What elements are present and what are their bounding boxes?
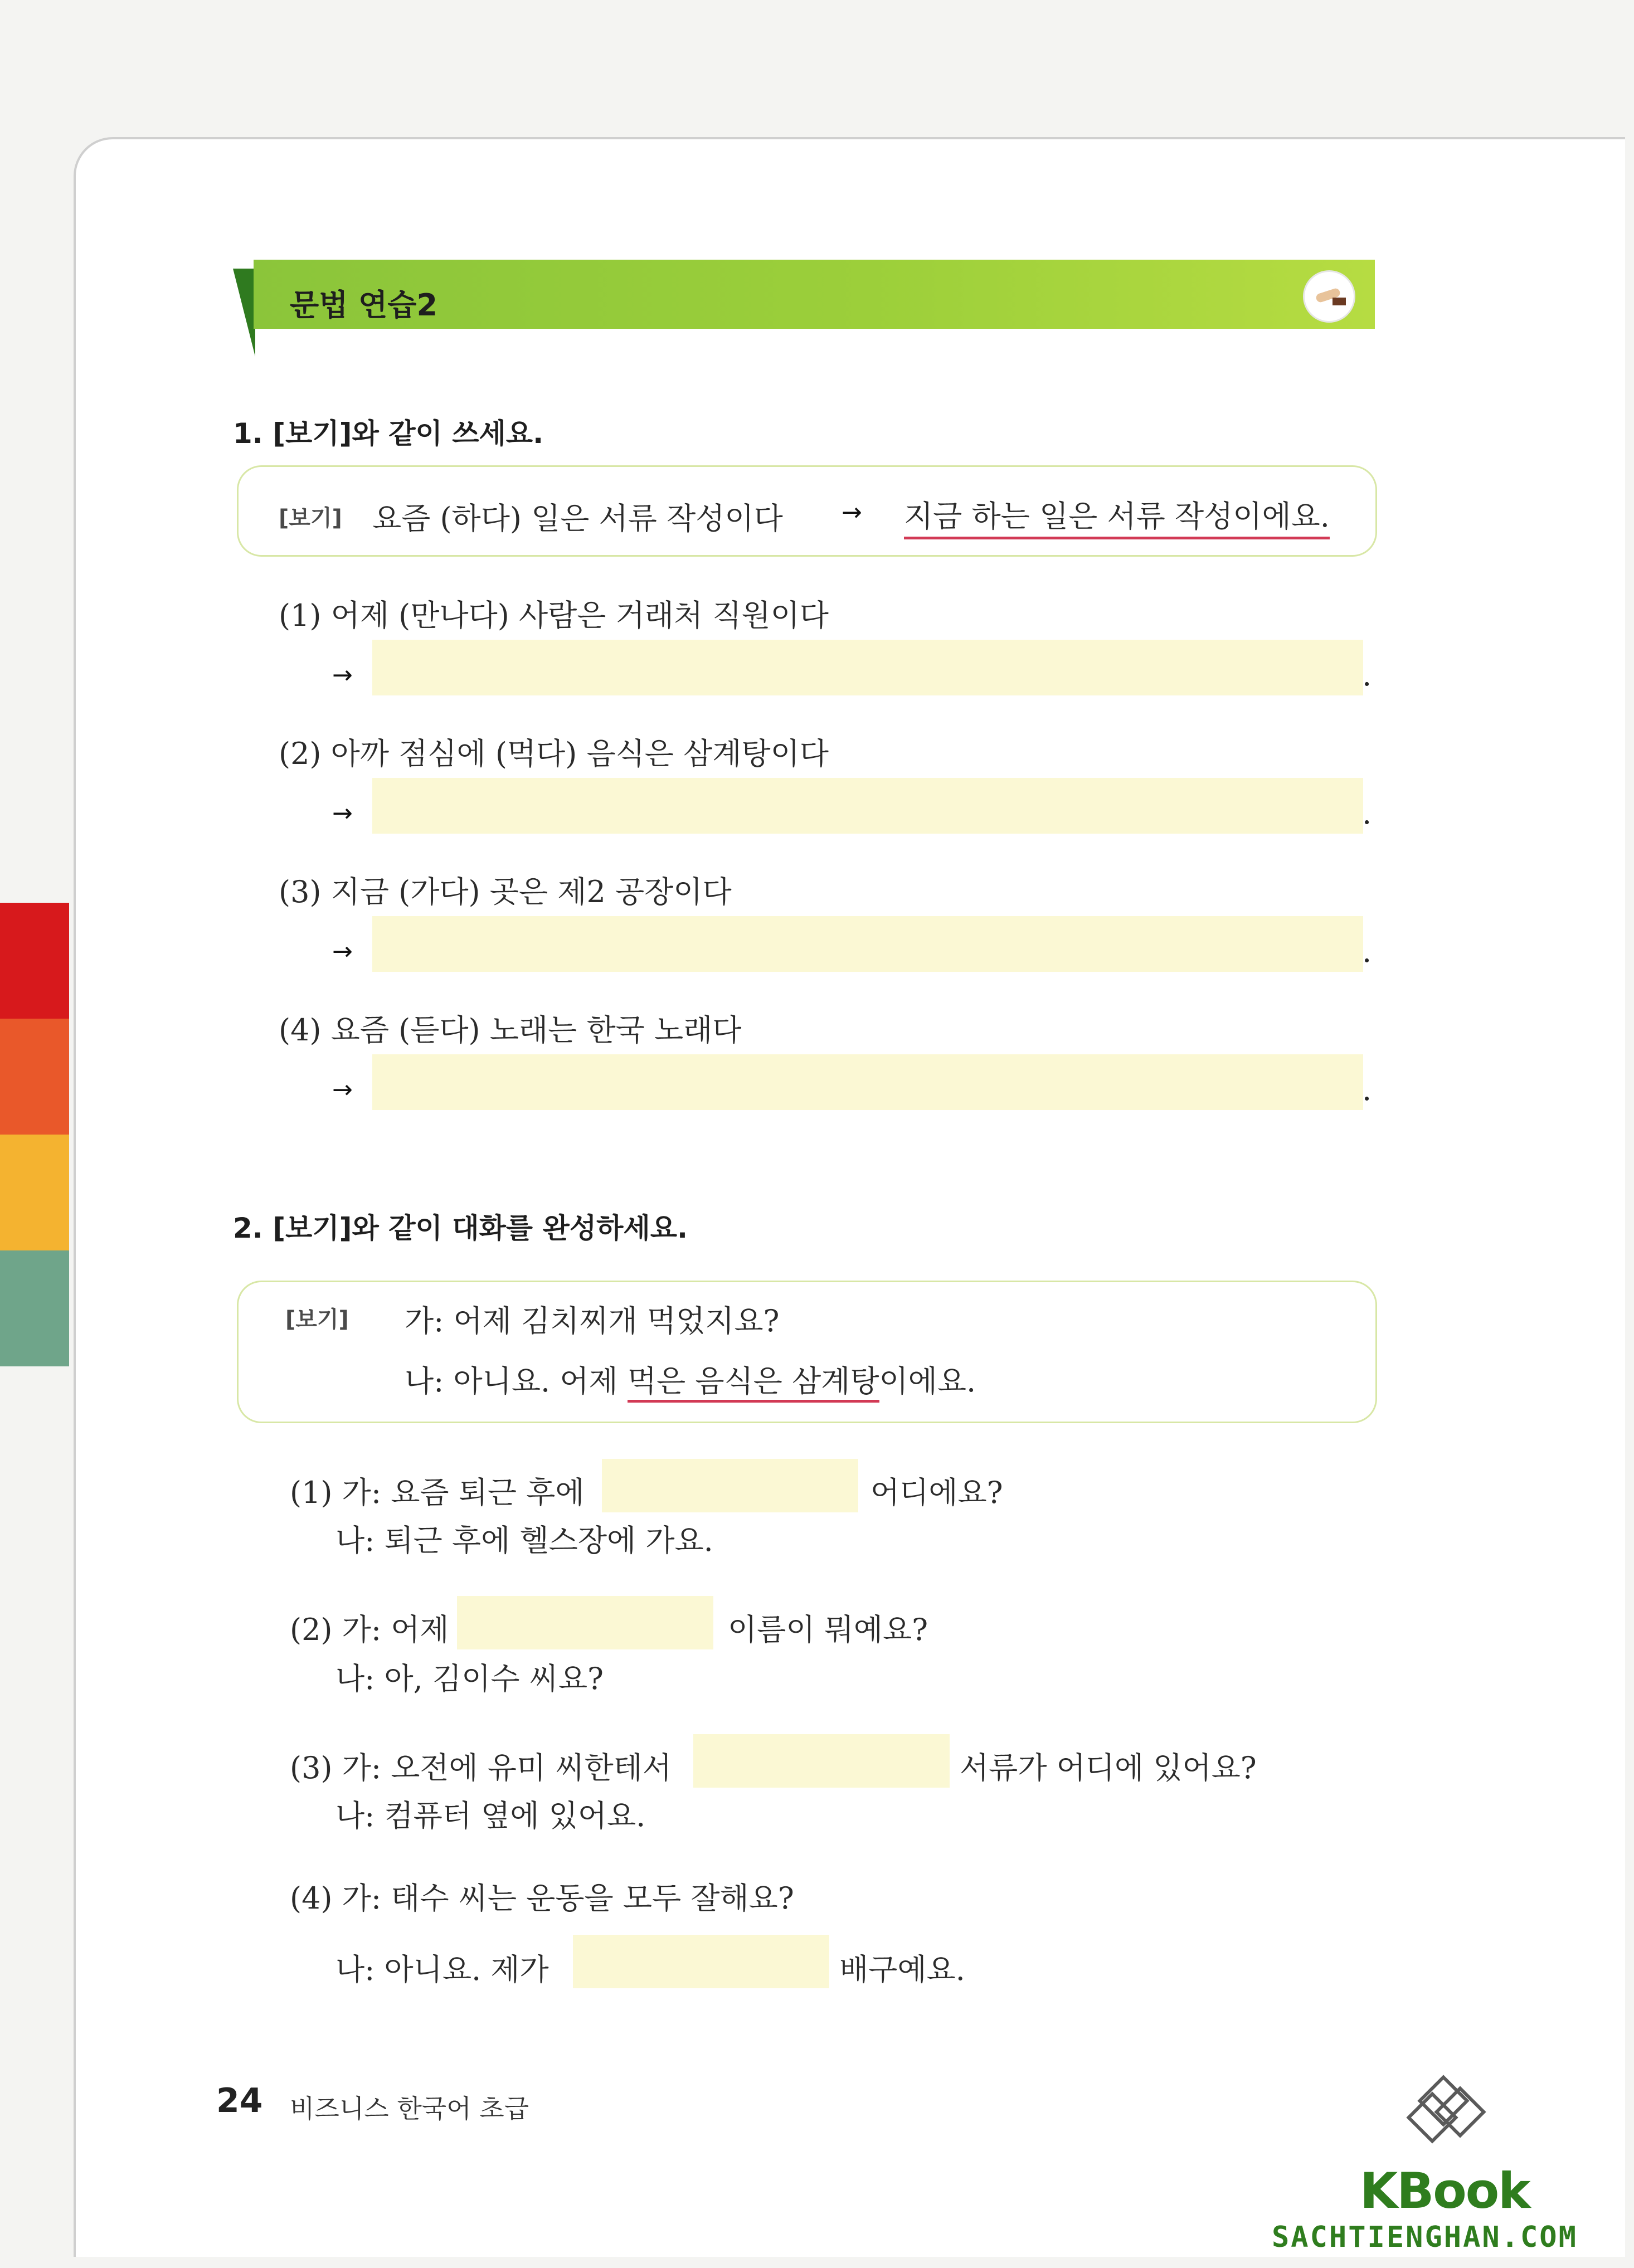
answer-period: . [1362, 934, 1372, 969]
section-tab-yellow [0, 1135, 69, 1250]
exercise2-item-2-ga-end: 이름이 뭐예요? [728, 1612, 928, 1647]
watermark-site: SACHTIENGHAN.COM [1272, 2221, 1578, 2254]
section-tab-green [0, 1250, 69, 1366]
item-text: 어제 (만나다) 사람은 거래처 직원이다 [330, 598, 829, 633]
exercise2-example-label: [보기] [285, 1307, 349, 1332]
page-number: 24 [216, 2081, 263, 2120]
item-number: (2) [290, 1612, 333, 1647]
exercise1-item-2 [279, 730, 829, 773]
exercise2-item-3-ga-end: 서류가 어디에 있어요? [960, 1750, 1257, 1785]
item-number: (1) [279, 598, 322, 633]
speaker-ga-text: 가: 요즘 퇴근 후에 [342, 1475, 585, 1510]
exercise2-example-line2 [405, 1357, 976, 1400]
arrow-icon: → [332, 937, 353, 966]
answer-period: . [1362, 658, 1372, 693]
answer-field-2[interactable] [372, 778, 1363, 834]
exercise2-item-4-na: 나: 아니요. 제가 [335, 1952, 549, 1987]
dialogue-blank-4[interactable] [573, 1935, 829, 1988]
answer-period: . [1362, 1072, 1372, 1107]
exercise1-item-3 [279, 868, 732, 911]
book-title: 비즈니스 한국어 초급 [290, 2094, 529, 2124]
watermark-brand: KBook [1360, 2162, 1530, 2220]
exercise2-item-1-ga [290, 1469, 585, 1512]
speaker-ga-text: 가: 태수 씨는 운동을 모두 잘해요? [342, 1881, 794, 1916]
section-tab-red [0, 903, 69, 1019]
item-text: 아까 점심에 (먹다) 음식은 삼계탕이다 [330, 736, 829, 771]
exercise1-example-prompt: 요즘 (하다) 일은 서류 작성이다 [372, 501, 783, 536]
exercise1-example-answer: 지금 하는 일은 서류 작성이에요. [904, 493, 1330, 539]
example-line2-suffix: 이에요. [879, 1364, 976, 1399]
dialogue-blank-3[interactable] [693, 1734, 950, 1788]
speaker-ga-text: 가: 오전에 유미 씨한테서 [342, 1750, 672, 1785]
section-tabs [0, 903, 69, 1366]
exercise1-item-1 [279, 592, 829, 635]
arrow-icon: → [842, 498, 862, 527]
banner-fold [233, 269, 255, 357]
answer-field-3[interactable] [372, 916, 1363, 972]
exercise2-item-1-na: 나: 퇴근 후에 헬스장에 가요. [335, 1523, 713, 1558]
item-number: (3) [279, 874, 322, 909]
item-number: (2) [279, 736, 322, 771]
exercise1-title: 1. [보기]와 같이 쓰세요. [233, 417, 544, 450]
example-underlined-answer: 먹은 음식은 삼계탕 [628, 1364, 879, 1403]
arrow-icon: → [332, 799, 353, 828]
dialogue-blank-1[interactable] [602, 1459, 858, 1512]
kbook-logo-icon [1393, 2073, 1505, 2157]
exercise2-example-line1: 가: 어제 김치찌개 먹었지요? [405, 1303, 780, 1339]
example-line2-prefix: 나: 아니요. 어제 [405, 1364, 628, 1399]
answer-period: . [1362, 796, 1372, 831]
exercise2-title: 2. [보기]와 같이 대화를 완성하세요. [233, 1212, 688, 1244]
item-number: (4) [290, 1881, 333, 1916]
exercise2-item-3-na: 나: 컴퓨터 옆에 있어요. [335, 1798, 646, 1833]
answer-field-1[interactable] [372, 640, 1363, 695]
speaker-ga-text: 가: 어제 [342, 1612, 449, 1647]
answer-field-4[interactable] [372, 1054, 1363, 1110]
exercise1-item-4 [279, 1006, 741, 1049]
item-text: 요즘 (듣다) 노래는 한국 노래다 [330, 1013, 742, 1048]
writing-hand-icon [1303, 270, 1355, 323]
exercise2-item-1-ga-end: 어디에요? [871, 1475, 1003, 1510]
section-title: 문법 연습2 [290, 288, 438, 323]
exercise2-item-2-ga [290, 1606, 449, 1649]
exercise2-item-4-na-end: 배구예요. [839, 1952, 965, 1987]
page [74, 137, 1625, 2257]
section-tab-orange [0, 1019, 69, 1135]
exercise2-item-3-ga [290, 1744, 672, 1787]
item-number: (1) [290, 1475, 333, 1510]
arrow-icon: → [332, 1075, 353, 1104]
dialogue-blank-2[interactable] [457, 1596, 713, 1649]
item-number: (4) [279, 1013, 322, 1048]
arrow-icon: → [332, 661, 353, 689]
item-text: 지금 (가다) 곳은 제2 공장이다 [330, 874, 732, 909]
exercise2-item-2-na: 나: 아, 김이수 씨요? [335, 1661, 604, 1696]
exercise1-example-label: [보기] [279, 505, 342, 531]
exercise2-item-4-ga [290, 1875, 794, 1917]
item-number: (3) [290, 1750, 333, 1785]
